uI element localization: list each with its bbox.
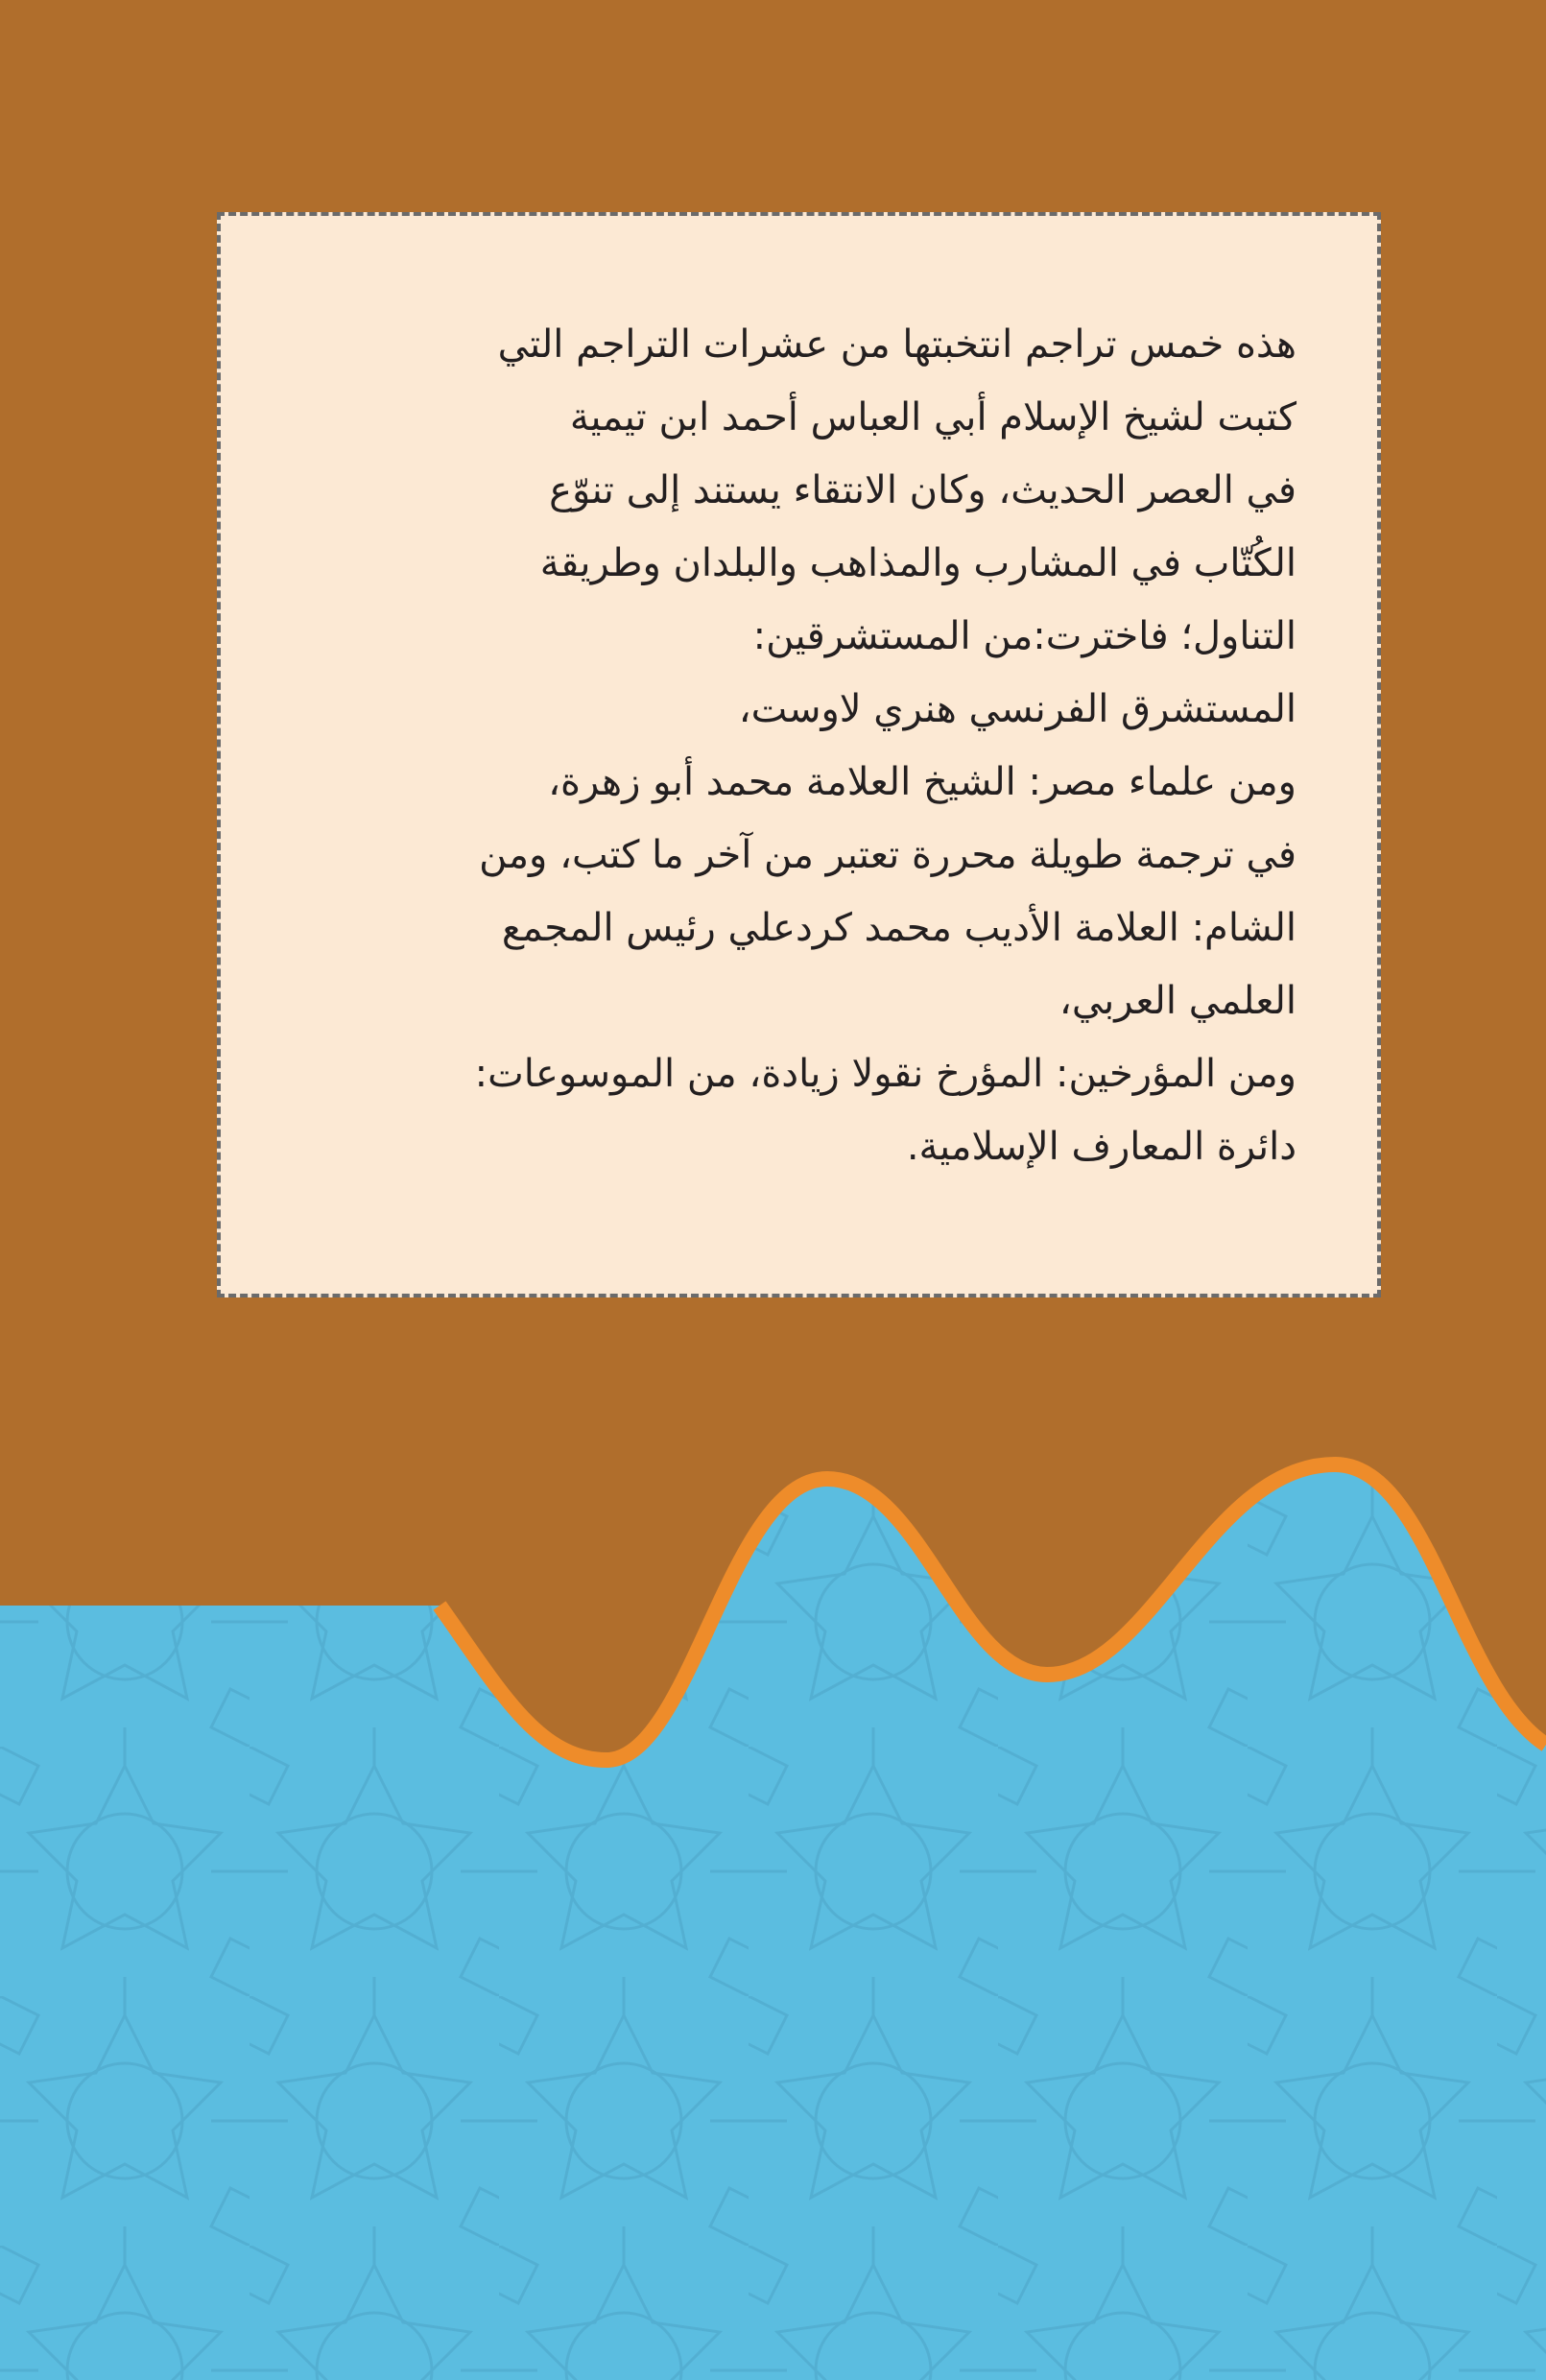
blurb-box (217, 212, 1381, 1297)
blurb-line: التناول؛ فاخترت:من المستشرقين: (752, 614, 1296, 658)
blurb-line: في العصر الحديث، وكان الانتقاء يستند إلى تنوّع (549, 468, 1296, 512)
blurb-line: الكُتّاب في المشارب والمذاهب والبلدان وطريقة (539, 541, 1296, 585)
blurb-line: الشام: العلامة الأديب محمد كردعلي رئيس المجمع (501, 906, 1296, 950)
blurb-line: العلمي العربي، (1058, 979, 1296, 1023)
blurb-line: المستشرق الفرنسي هنري لاوست، (738, 687, 1296, 731)
sea-pattern (0, 1464, 1546, 2380)
blurb-line: دائرة المعارف الإسلامية. (906, 1125, 1296, 1169)
blurb-line: ومن علماء مصر: الشيخ العلامة محمد أبو زهرة، (548, 760, 1296, 804)
blurb-text (294, 308, 1296, 1183)
blurb-line: كتبت لشيخ الإسلام أبي العباس أحمد ابن تيمية (569, 395, 1296, 440)
blurb-line: في ترجمة طويلة محررة تعتبر من آخر ما كتب، ومن (479, 833, 1296, 877)
blurb-line: ومن المؤرخين: المؤرخ نقولا زيادة، من الموسوعات: (474, 1052, 1296, 1096)
blurb-line: هذه خمس تراجم انتخبتها من عشرات التراجم التي (497, 322, 1296, 367)
